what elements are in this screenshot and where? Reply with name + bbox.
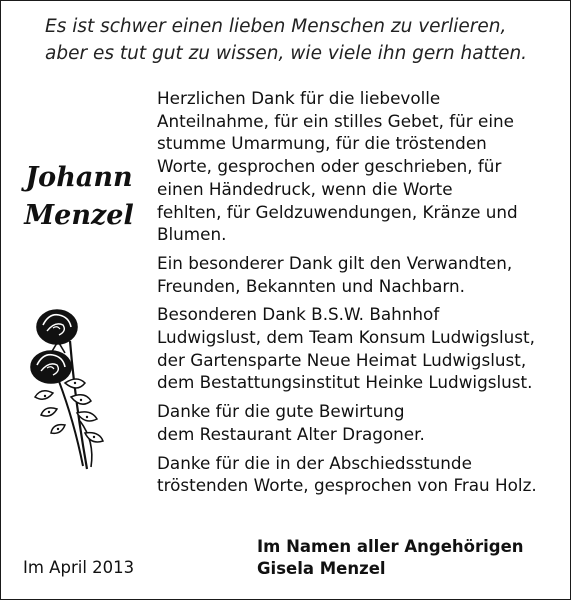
paragraph-line: Blumen.: [157, 224, 227, 245]
paragraph-line: Herzlichen Dank für die liebevolle: [157, 88, 441, 108]
paragraph-line: Ludwigslust, dem Team Konsum Ludwigslust,: [157, 327, 535, 348]
date: Im April 2013: [23, 558, 135, 577]
paragraph-line: Worte, gesprochen oder geschrieben, für: [157, 156, 502, 177]
deceased-first-name: Johann: [25, 162, 133, 193]
signature-line-1: Im Namen aller Angehörigen: [257, 537, 524, 556]
paragraph-line: Freunden, Bekannten und Nachbarn.: [157, 275, 465, 296]
paragraph-line: dem Bestattungsinstitut Heinke Ludwigslust.: [157, 372, 533, 393]
paragraph-line: Anteilnahme, für ein stilles Gebet, für eine: [157, 110, 514, 131]
signature-line-2: Gisela Menzel: [257, 559, 386, 578]
paragraph: [157, 452, 557, 497]
rose-icon: [25, 301, 125, 471]
quote-line-2: aber es tut gut zu wissen, wie viele ihn gern hatten.: [45, 43, 528, 64]
paragraph: [157, 303, 557, 394]
paragraph-line: Danke für die gute Bewirtung: [157, 401, 405, 422]
signature: [257, 536, 524, 580]
paragraph-line: der Gartensparte Neue Heimat Ludwigslust,: [157, 349, 527, 370]
paragraph-line: Besonderen Dank B.S.W. Bahnhof: [157, 304, 440, 325]
quote: [45, 13, 545, 67]
deceased-last-name: Menzel: [24, 200, 134, 231]
paragraph: [157, 400, 557, 445]
deceased-name: [15, 159, 143, 235]
paragraph-line: dem Restaurant Alter Dragoner.: [157, 423, 425, 444]
paragraph-line: fehlten, für Geldzuwendungen, Kränze und: [157, 201, 518, 222]
paragraph-line: Danke für die in der Abschiedsstunde: [157, 452, 472, 473]
paragraph: [157, 87, 557, 246]
paragraph-line: tröstenden Worte, gesprochen von Frau Holz.: [157, 475, 537, 496]
paragraph-line: einen Händedruck, wenn die Worte: [157, 178, 453, 199]
paragraph-line: Ein besonderer Dank gilt den Verwandten,: [157, 252, 513, 273]
paragraph-line: stumme Umarmung, für die tröstenden: [157, 133, 487, 154]
paragraph: [157, 252, 557, 297]
thank-you-text: [157, 87, 557, 503]
quote-line-1: Es ist schwer einen lieben Menschen zu verlieren,: [45, 16, 507, 37]
